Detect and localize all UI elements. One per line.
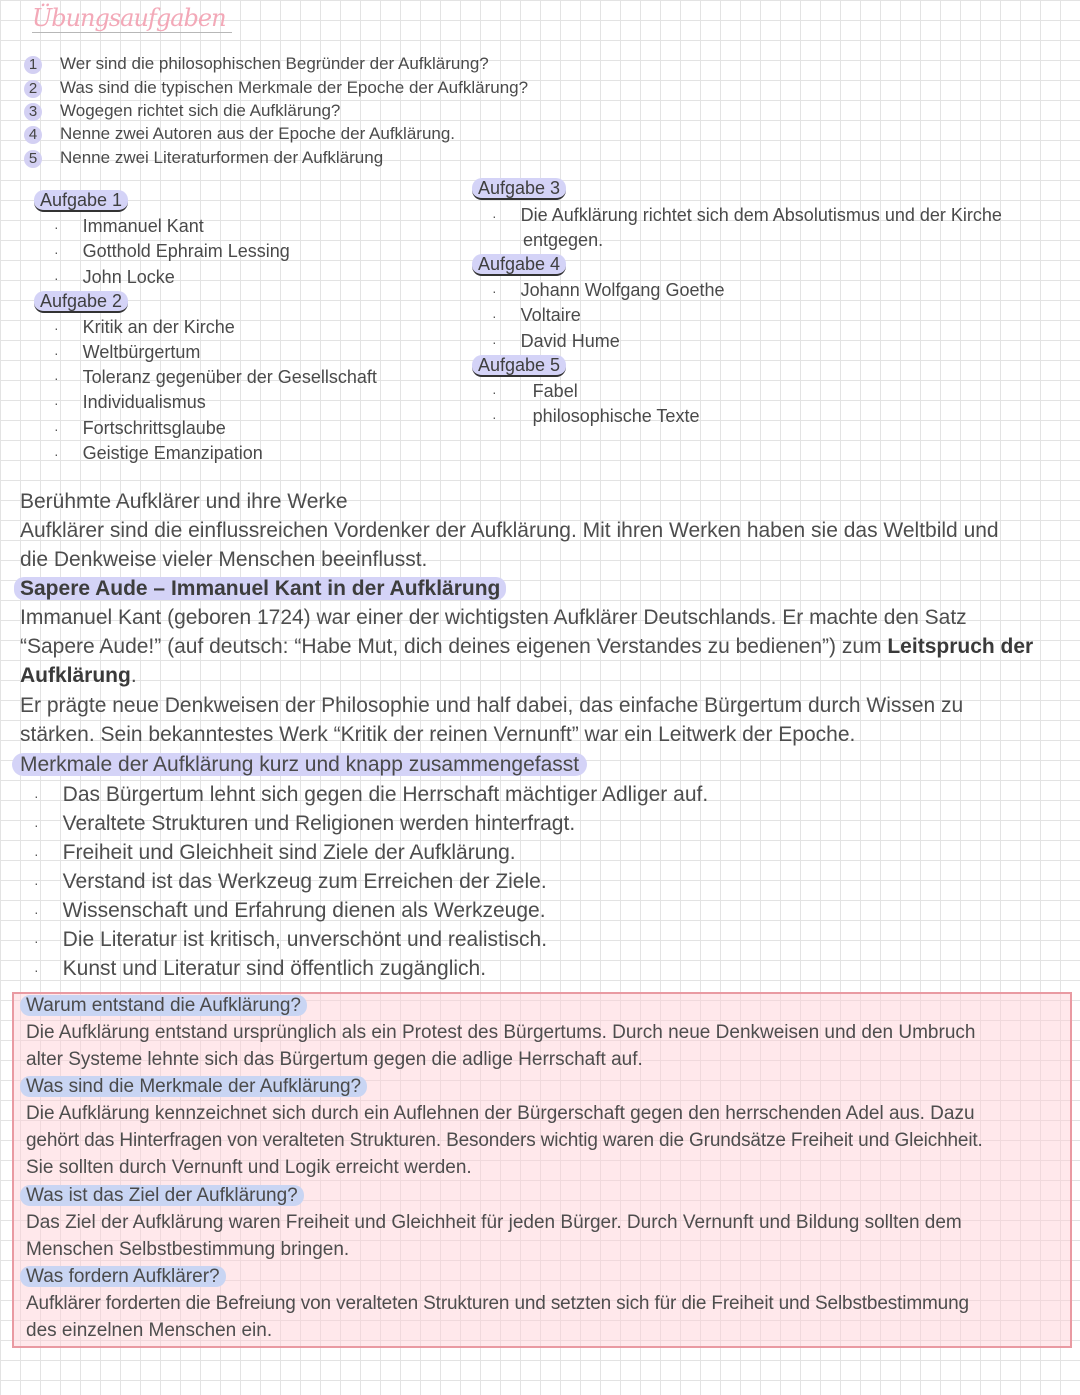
bullet-icon: · xyxy=(34,962,39,978)
list-item: · Weltbürgertum xyxy=(54,342,201,362)
list-item: · Gotthold Ephraim Lessing xyxy=(54,241,290,261)
list-item: · Verstand ist das Werkzeug zum Erreichen der Ziele. xyxy=(34,870,547,893)
list-item: · Voltaire xyxy=(492,305,581,325)
list-item: · Das Bürgertum lehnt sich gegen die Herrschaft mächtiger Adliger auf. xyxy=(34,783,709,806)
faq-question: Was fordern Aufklärer? xyxy=(20,1266,226,1288)
question-number: 1 xyxy=(24,56,42,74)
paragraph-line: Die Aufklärung entstand ursprünglich als ein Protest des Bürgertums. Durch neue Denkweisen und den Umbruch xyxy=(26,1022,976,1043)
list-item: · Johann Wolfgang Goethe xyxy=(492,280,725,300)
faq-question: Was ist das Ziel der Aufklärung? xyxy=(20,1185,304,1207)
question-item xyxy=(24,124,455,144)
list-item: · Freiheit und Gleichheit sind Ziele der Aufklärung. xyxy=(34,841,516,864)
bullet-icon: · xyxy=(54,270,59,286)
paragraph-line: des einzelnen Menschen ein. xyxy=(26,1320,273,1341)
bullet-icon: · xyxy=(54,244,59,260)
question-text: Wer sind die philosophischen Begründer der Aufklärung? xyxy=(60,54,489,73)
faq-question: Warum entstand die Aufklärung? xyxy=(20,995,307,1017)
list-item: · Immanuel Kant xyxy=(54,216,204,236)
merkmale-heading: Merkmale der Aufklärung kurz und knapp zusammengefasst xyxy=(12,753,587,777)
question-number: 3 xyxy=(24,103,42,121)
bullet-icon: · xyxy=(34,788,39,804)
list-item: · philosophische Texte xyxy=(492,406,700,426)
list-item-continuation: entgegen. xyxy=(523,230,604,250)
bullet-icon: · xyxy=(54,421,59,437)
list-item: · David Hume xyxy=(492,331,620,351)
question-number: 4 xyxy=(24,126,42,144)
bullet-icon: · xyxy=(492,283,497,299)
paragraph-line: alter Systeme lehnte sich das Bürgertum gegen die adlige Herrschaft auf. xyxy=(26,1049,643,1070)
paragraph-line: die Denkweise vieler Menschen beeinflusst. xyxy=(20,548,428,571)
answer-heading-5: Aufgabe 5 xyxy=(472,355,566,376)
question-text: Nenne zwei Autoren aus der Epoche der Aufklärung. xyxy=(60,124,456,143)
paragraph-line: Menschen Selbstbestimmung bringen. xyxy=(26,1239,350,1260)
paragraph-line: Das Ziel der Aufklärung waren Freiheit und Gleichheit für jeden Bürger. Durch Vernunft und Bildung sollten dem xyxy=(26,1212,962,1233)
answer-heading-2: Aufgabe 2 xyxy=(34,291,128,312)
list-item: · Toleranz gegenüber der Gesellschaft xyxy=(54,367,377,387)
bullet-icon: · xyxy=(54,395,59,411)
list-item: · Fortschrittsglaube xyxy=(54,418,226,438)
list-item: · John Locke xyxy=(54,267,175,287)
question-number: 2 xyxy=(24,80,42,98)
bullet-icon: · xyxy=(34,817,39,833)
list-item: · Individualismus xyxy=(54,392,206,412)
list-item: · Die Literatur ist kritisch, unverschönt und realistisch. xyxy=(34,928,548,951)
bullet-icon: · xyxy=(54,219,59,235)
paragraph-line: Aufklärung. xyxy=(20,664,137,687)
paragraph-line: Die Aufklärung kennzeichnet sich durch ein Auflehnen der Bürgerschaft gegen den herrschenden Adel aus. Dazu xyxy=(26,1103,975,1124)
bullet-icon: · xyxy=(54,320,59,336)
question-item xyxy=(24,148,383,168)
bullet-icon: · xyxy=(34,846,39,862)
bullet-icon: · xyxy=(492,334,497,350)
question-text: Was sind die typischen Merkmale der Epoche der Aufklärung? xyxy=(60,78,529,97)
bullet-icon: · xyxy=(34,904,39,920)
list-item: · Veraltete Strukturen und Religionen werden hinterfragt. xyxy=(34,812,576,835)
paragraph-line: Er prägte neue Denkweisen der Philosophie und half dabei, das einfache Bürgertum durch Wissen zu xyxy=(20,694,964,717)
paragraph-line: Sie sollten durch Vernunft und Logik erreicht werden. xyxy=(26,1157,472,1178)
question-item xyxy=(24,78,528,98)
section-heading: Berühmte Aufklärer und ihre Werke xyxy=(20,490,348,513)
list-item: · Die Aufklärung richtet sich dem Absolutismus und der Kirche xyxy=(492,205,1002,225)
list-item: · Geistige Emanzipation xyxy=(54,443,263,463)
bullet-icon: · xyxy=(34,875,39,891)
bullet-icon: · xyxy=(492,384,497,400)
paragraph-line: gehört das Hinterfragen von veralteten Strukturen. Besonders wichtig waren die Grundsätze Freiheit und Gleichheit. xyxy=(26,1130,983,1151)
page-title: Übungsaufgaben xyxy=(32,4,232,33)
bullet-icon: · xyxy=(54,345,59,361)
bullet-icon: · xyxy=(492,308,497,324)
paragraph-line: “Sapere Aude!” (auf deutsch: “Habe Mut, dich deines eigenen Verstandes zu bedienen”) zum Leitspruch der xyxy=(20,635,1034,658)
bullet-icon: · xyxy=(54,446,59,462)
answer-heading-1: Aufgabe 1 xyxy=(34,190,128,211)
kant-heading: Sapere Aude – Immanuel Kant in der Aufklärung xyxy=(14,577,506,601)
paragraph-line: Aufklärer sind die einflussreichen Vordenker der Aufklärung. Mit ihren Werken haben sie das Weltbild und xyxy=(20,519,999,542)
list-item: · Kunst und Literatur sind öffentlich zugänglich. xyxy=(34,957,487,980)
paragraph-line: Immanuel Kant (geboren 1724) war einer der wichtigsten Aufklärer Deutschlands. Er machte den Satz xyxy=(20,606,967,629)
list-item: · Wissenschaft und Erfahrung dienen als Werkzeuge. xyxy=(34,899,546,922)
question-text: Nenne zwei Literaturformen der Aufklärung xyxy=(60,148,384,167)
question-text: Wogegen richtet sich die Aufklärung? xyxy=(60,101,341,120)
question-item xyxy=(24,101,340,121)
question-number: 5 xyxy=(24,150,42,168)
answer-heading-4: Aufgabe 4 xyxy=(472,254,566,275)
paragraph-line: stärken. Sein bekanntestes Werk “Kritik der reinen Vernunft” war ein Leitwerk der Epoche. xyxy=(20,723,856,746)
faq-question: Was sind die Merkmale der Aufklärung? xyxy=(20,1076,367,1098)
bullet-icon: · xyxy=(54,370,59,386)
bullet-icon: · xyxy=(492,208,497,224)
bullet-icon: · xyxy=(34,933,39,949)
bullet-icon: · xyxy=(492,409,497,425)
answer-heading-3: Aufgabe 3 xyxy=(472,178,566,199)
list-item: · Kritik an der Kirche xyxy=(54,317,235,337)
paragraph-line: Aufklärer forderten die Befreiung von veralteten Strukturen und setzten sich für die Freiheit und Selbstbestimmung xyxy=(26,1293,969,1314)
question-item xyxy=(24,54,489,74)
list-item: · Fabel xyxy=(492,381,578,401)
